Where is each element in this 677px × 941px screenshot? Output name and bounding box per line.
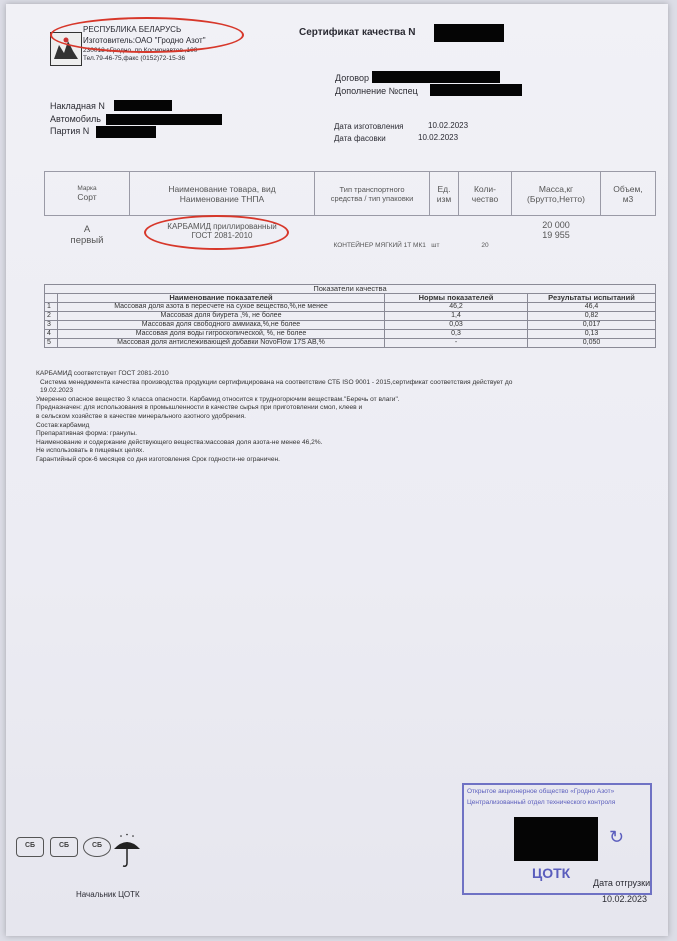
- addendum-label: Дополнение №спец: [335, 86, 418, 96]
- shipment-date: 10.02.2023: [602, 894, 648, 904]
- contract-label: Договор: [335, 73, 369, 83]
- row-quantity: 20: [481, 242, 489, 249]
- certification-mark-icon: СБ: [83, 837, 111, 857]
- note-line: Состав:карбамид: [36, 421, 90, 429]
- header-mass: Масса,кг (Брутто,Нетто): [512, 172, 601, 216]
- note-line: в сельском хозяйстве в качестве минерального азотного удобрения.: [36, 412, 247, 420]
- note-line: Гарантийный срок-6 месяцев со дня изготовления Срок годности-не ограничен.: [36, 455, 280, 463]
- notes-block: [36, 370, 512, 465]
- shipment-date-label: Дата отгрузки: [593, 878, 651, 888]
- umbrella-keep-dry-icon: [112, 833, 142, 869]
- manufacture-date-label: Дата изготовления: [334, 122, 404, 131]
- note-line: Предназначен: для использования в промышленности в качестве сырья при приготовлении смол, клеев и: [36, 404, 363, 412]
- quality-row: 3 Массовая доля свободного аммиака,%,не более 0,03 0,017: [45, 321, 656, 330]
- redacted-contract: [372, 71, 500, 83]
- quality-row: 2 Массовая доля биурета ,%, не более 1,4 0,82: [45, 312, 656, 321]
- certificate-title: Сертификат качества N: [299, 27, 416, 38]
- note-line: Не использовать в пищевых целях.: [36, 447, 145, 455]
- certification-mark-icon: СБ: [50, 837, 78, 857]
- row-packaging: КОНТЕЙНЕР МЯГКИЙ 1Т МК1 шт: [333, 242, 440, 249]
- row-grade: А первый: [70, 224, 104, 246]
- redacted-invoice: [114, 100, 172, 111]
- goods-table: [44, 171, 656, 276]
- country-name: РЕСПУБЛИКА БЕЛАРУСЬ: [83, 25, 182, 34]
- header-quantity: Коли- чество: [459, 172, 512, 216]
- note-line: Умеренно опасное вещество 3 класса опасности. Карбамид относится к трудногорючим веществам."Беречь от влаги".: [36, 395, 400, 403]
- invoice-label: Накладная N: [50, 101, 105, 111]
- certificate-sheet: [6, 4, 668, 936]
- redacted-certificate-number: [434, 24, 504, 42]
- annotation-oval-product: [144, 215, 289, 250]
- header-grade: Марка Сорт: [45, 172, 130, 216]
- manufacture-date: 10.02.2023: [428, 121, 469, 130]
- note-line: 19.02.2023: [40, 387, 74, 395]
- packing-date-label: Дата фасовки: [334, 134, 386, 143]
- signatory: Начальник ЦОТК: [76, 890, 140, 899]
- quality-row: 5 Массовая доля антислеживающей добавки NovoFlow 17S AB,% - 0,050: [45, 339, 656, 348]
- header-unit: Ед. изм: [430, 172, 459, 216]
- manufacturer: Изготовитель:ОАО "Гродно Азот": [83, 36, 206, 45]
- redacted-stamp-number: [514, 817, 598, 861]
- quality-col-name: Наименование показателей: [58, 294, 385, 303]
- packing-date: 10.02.2023: [418, 133, 459, 142]
- note-line: Система менеджмента качества производства продукции сертифицирована на соответствие СТБ ISO 9001 - 2015,сертификат соответствия действует до: [40, 378, 513, 386]
- stamp-mark: ↻: [609, 827, 625, 847]
- quality-row: 4 Массовая доля воды гигроскопической, %, не более 0,3 0,13: [45, 330, 656, 339]
- stamp-dept: ЦОТК: [532, 865, 571, 881]
- note-line: Препаративная форма: гранулы.: [36, 430, 137, 438]
- redacted-batch: [96, 126, 156, 138]
- batch-label: Партия N: [50, 126, 90, 136]
- header-product-name: Наименование товара, вид Наименование ТНПА: [130, 172, 315, 216]
- redacted-addendum: [430, 84, 522, 96]
- certification-mark-icon: СБ: [16, 837, 44, 857]
- note-line: КАРБАМИД соответствует ГОСТ 2081-2010: [36, 370, 169, 377]
- quality-table: [44, 284, 656, 348]
- quality-title: Показатели качества: [45, 285, 656, 294]
- header-transport: Тип транспортного средства / тип упаковки: [315, 172, 430, 216]
- quality-col-norm: Нормы показателей: [385, 294, 528, 303]
- phone: Тел.79-46-75,факс (0152)72-15-36: [83, 55, 186, 62]
- quality-col-result: Результаты испытаний: [528, 294, 656, 303]
- vehicle-label: Автомобиль: [50, 114, 101, 124]
- row-product: КАРБАМИД приллированный ГОСТ 2081-2010: [167, 222, 277, 240]
- redacted-vehicle: [106, 114, 222, 125]
- quality-row: 1 Массовая доля азота в пересчете на сухое вещество,%,не менее 46,2 46,4: [45, 303, 656, 312]
- row-mass: 20 000 19 955: [542, 220, 570, 240]
- note-line: Наименование и содержание действующего вещества:массовая доля азота-не менее 46,2%.: [36, 438, 323, 446]
- header-volume: Объем, м3: [601, 172, 656, 216]
- address: 230013 г.Гродно, пр.Космонавтов ,100: [83, 47, 198, 54]
- annotation-oval-header: [50, 17, 244, 53]
- otk-stamp: Открытое акционерное общество «Гродно Азот» Централизованный отдел технического контроля ↻ ЦОТК: [462, 783, 652, 895]
